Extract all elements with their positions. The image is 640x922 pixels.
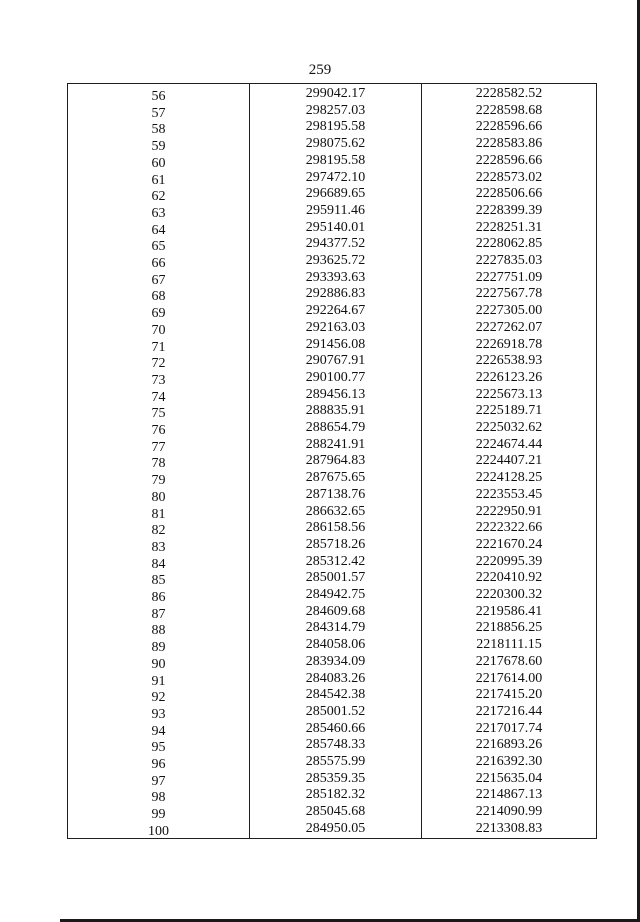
point-number-cell: 69: [151, 306, 166, 322]
point-number-cell: 88: [151, 623, 166, 639]
y-coordinate-cell: 2222950.91: [475, 503, 543, 519]
table-row: [68, 804, 596, 823]
table-row: [68, 587, 596, 605]
y-coordinate-cell: 2228596.66: [475, 119, 543, 135]
point-number-cell: 90: [151, 656, 166, 672]
table-row: [68, 570, 596, 589]
point-number-cell: 63: [151, 205, 166, 221]
y-coordinate-cell: 2216893.26: [475, 737, 543, 753]
y-coordinate-cell: 2228251.31: [475, 219, 543, 235]
x-coordinate-cell: 285359.35: [305, 770, 366, 786]
point-number-cell: 61: [151, 172, 166, 188]
point-number-cell: 97: [151, 773, 166, 789]
x-coordinate-cell: 295911.46: [306, 202, 365, 218]
x-coordinate-cell: 287138.76: [305, 486, 366, 502]
y-coordinate-cell: 2226918.78: [475, 336, 543, 352]
point-number-cell: 93: [151, 706, 166, 722]
y-coordinate-cell: 2228573.02: [475, 169, 543, 185]
y-coordinate-cell: 2228583.86: [475, 136, 543, 152]
table-row: [68, 169, 596, 188]
y-coordinate-cell: 2221670.24: [475, 536, 543, 552]
y-coordinate-cell: 2218856.25: [475, 620, 543, 636]
table-row: [68, 86, 596, 104]
table-row: [68, 202, 596, 221]
x-coordinate-cell: 298195.58: [305, 152, 366, 168]
y-coordinate-cell: 2227835.03: [475, 253, 543, 268]
y-coordinate-cell: 2223553.45: [475, 486, 543, 502]
x-coordinate-cell: 289456.13: [305, 386, 366, 402]
point-number-cell: 66: [151, 256, 166, 271]
x-coordinate-cell: 288241.91: [305, 436, 366, 452]
y-coordinate-cell: 2220995.39: [475, 553, 543, 569]
y-coordinate-cell: 2226538.93: [475, 353, 543, 369]
point-number-cell: 98: [151, 790, 166, 806]
y-coordinate-cell: 2224674.44: [475, 436, 543, 452]
x-coordinate-cell: 288835.91: [305, 403, 366, 419]
point-number-cell: 100: [148, 823, 169, 839]
point-number-cell: 73: [151, 372, 166, 388]
point-number-cell: 58: [151, 122, 166, 138]
table-row: [68, 787, 596, 806]
point-number-cell: 92: [151, 690, 166, 706]
table-row: [68, 369, 596, 388]
y-coordinate-cell: 2213308.83: [475, 820, 543, 836]
point-number-cell: 59: [151, 139, 166, 155]
x-coordinate-cell: 284542.38: [305, 687, 366, 703]
x-coordinate-cell: 284083.26: [305, 670, 366, 686]
y-coordinate-cell: 2228598.68: [475, 102, 543, 118]
table-row: [68, 336, 596, 355]
point-number-cell: 86: [151, 590, 166, 605]
y-coordinate-cell: 2217216.44: [475, 703, 543, 719]
y-coordinate-cell: 2228582.52: [475, 86, 543, 101]
point-number-cell: 57: [151, 105, 166, 121]
x-coordinate-cell: 286158.56: [305, 520, 366, 536]
table-row: [68, 353, 596, 372]
y-coordinate-cell: 2216392.30: [475, 754, 543, 769]
x-coordinate-cell: 283934.09: [305, 653, 366, 669]
page-number: 259: [308, 62, 332, 78]
table-row: [68, 219, 596, 238]
point-number-cell: 72: [151, 356, 166, 372]
table-row: [68, 119, 596, 138]
table-row: [68, 770, 596, 789]
table-row: [68, 486, 596, 505]
x-coordinate-cell: 285460.66: [305, 720, 366, 736]
table-row: [68, 820, 596, 839]
point-number-cell: 99: [151, 807, 166, 823]
x-coordinate-cell: 284058.06: [305, 637, 366, 653]
table-row: [68, 286, 596, 305]
y-coordinate-cell: 2224128.25: [475, 470, 543, 486]
y-coordinate-cell: 2225032.62: [475, 420, 543, 435]
y-coordinate-cell: 2225673.13: [475, 386, 543, 402]
point-number-cell: 70: [151, 322, 166, 338]
table-row: [68, 319, 596, 338]
point-number-cell: 81: [151, 506, 166, 522]
table-row: [68, 703, 596, 722]
point-number-cell: 80: [151, 489, 166, 505]
y-coordinate-cell: 2214867.13: [475, 787, 543, 803]
y-coordinate-cell: 2217614.00: [475, 670, 543, 686]
table-row: [68, 403, 596, 422]
table-row: [68, 536, 596, 555]
x-coordinate-cell: 292163.03: [305, 319, 366, 335]
y-coordinate-cell: 2214090.99: [475, 804, 543, 820]
point-number-cell: 74: [151, 389, 166, 405]
table-row: [68, 136, 596, 155]
point-number-cell: 96: [151, 757, 166, 772]
x-coordinate-cell: 298257.03: [305, 102, 366, 118]
table-row: [68, 436, 596, 455]
point-number-cell: 76: [151, 423, 166, 438]
table-row: [68, 503, 596, 522]
x-coordinate-cell: 285182.32: [305, 787, 366, 803]
table-row: [68, 236, 596, 255]
point-number-cell: 85: [151, 573, 166, 589]
table-row: [68, 603, 596, 622]
y-coordinate-cell: 2215635.04: [475, 770, 543, 786]
table-row: [68, 420, 596, 438]
point-number-cell: 91: [151, 673, 166, 689]
table-row: [68, 453, 596, 472]
table-row: [68, 520, 596, 539]
x-coordinate-cell: 288654.79: [305, 420, 366, 435]
table-row: [68, 303, 596, 322]
point-number-cell: 64: [151, 222, 166, 238]
x-coordinate-cell: 297472.10: [305, 169, 366, 185]
table-row: [68, 269, 596, 288]
y-coordinate-cell: 2220410.92: [475, 570, 543, 586]
y-coordinate-cell: 2225189.71: [475, 403, 543, 419]
x-coordinate-cell: 292264.67: [305, 303, 366, 319]
point-number-cell: 87: [151, 606, 166, 622]
point-number-cell: 67: [151, 272, 166, 288]
table-row: [68, 386, 596, 405]
point-number-cell: 84: [151, 556, 166, 572]
point-number-cell: 68: [151, 289, 166, 305]
x-coordinate-cell: 285312.42: [305, 553, 366, 569]
table-row: [68, 653, 596, 672]
x-coordinate-cell: 298195.58: [305, 119, 366, 135]
table-row: [68, 687, 596, 706]
table-row: [68, 754, 596, 772]
x-coordinate-cell: 285001.52: [305, 703, 366, 719]
x-coordinate-cell: 287675.65: [305, 470, 366, 486]
table-row: [68, 637, 596, 656]
table-row: [68, 553, 596, 572]
y-coordinate-cell: 2227751.09: [475, 269, 543, 285]
point-number-cell: 95: [151, 740, 166, 756]
y-coordinate-cell: 2228062.85: [475, 236, 543, 252]
y-coordinate-cell: 2227262.07: [475, 319, 543, 335]
x-coordinate-cell: 284942.75: [305, 587, 366, 602]
point-number-cell: 78: [151, 456, 166, 472]
x-coordinate-cell: 287964.83: [305, 453, 366, 469]
y-coordinate-cell: 2227305.00: [475, 303, 543, 319]
table-row: [68, 253, 596, 271]
point-number-cell: 77: [151, 439, 166, 455]
x-coordinate-cell: 299042.17: [305, 86, 366, 101]
y-coordinate-cell: 2224407.21: [475, 453, 543, 469]
x-coordinate-cell: 290100.77: [305, 369, 366, 385]
table-row: [68, 152, 596, 171]
y-coordinate-cell: 2219586.41: [475, 603, 543, 619]
point-number-cell: 65: [151, 239, 166, 255]
table-row: [68, 102, 596, 121]
point-number-cell: 94: [151, 723, 166, 739]
x-coordinate-cell: 284609.68: [305, 603, 366, 619]
x-coordinate-cell: 291456.08: [305, 336, 366, 352]
table-row: [68, 720, 596, 739]
point-number-cell: 62: [151, 189, 166, 205]
x-coordinate-cell: 285718.26: [305, 536, 366, 552]
x-coordinate-cell: 292886.83: [305, 286, 366, 302]
point-number-cell: 75: [151, 406, 166, 422]
point-number-cell: 79: [151, 473, 166, 489]
table-row: [68, 737, 596, 756]
y-coordinate-cell: 2228399.39: [475, 202, 543, 218]
point-number-cell: 89: [151, 640, 166, 656]
x-coordinate-cell: 295140.01: [305, 219, 366, 235]
x-coordinate-cell: 293393.63: [305, 269, 366, 285]
x-coordinate-cell: 285575.99: [305, 754, 366, 769]
x-coordinate-cell: 293625.72: [305, 253, 366, 268]
x-coordinate-cell: 296689.65: [305, 186, 366, 202]
x-coordinate-cell: 290767.91: [305, 353, 366, 369]
x-coordinate-cell: 286632.65: [305, 503, 366, 519]
table-row: [68, 620, 596, 639]
y-coordinate-cell: 2217017.74: [475, 720, 543, 736]
coordinates-table: [67, 83, 597, 839]
y-coordinate-cell: 2226123.26: [475, 369, 543, 385]
point-number-cell: 71: [151, 339, 166, 355]
table-row: [68, 470, 596, 489]
y-coordinate-cell: 2227567.78: [475, 286, 543, 302]
table-row: [68, 670, 596, 689]
y-coordinate-cell: 2220300.32: [475, 587, 543, 602]
x-coordinate-cell: 284314.79: [305, 620, 366, 636]
y-coordinate-cell: 2222322.66: [475, 520, 543, 536]
y-coordinate-cell: 2228596.66: [475, 152, 543, 168]
x-coordinate-cell: 285748.33: [305, 737, 366, 753]
x-coordinate-cell: 284950.05: [305, 820, 366, 836]
x-coordinate-cell: 285045.68: [305, 804, 366, 820]
y-coordinate-cell: 2218111.15: [476, 637, 542, 653]
point-number-cell: 83: [151, 539, 166, 555]
point-number-cell: 82: [151, 523, 166, 539]
x-coordinate-cell: 298075.62: [305, 136, 366, 152]
y-coordinate-cell: 2217415.20: [475, 687, 543, 703]
x-coordinate-cell: 285001.57: [305, 570, 366, 586]
point-number-cell: 60: [151, 155, 166, 171]
point-number-cell: 56: [151, 89, 166, 104]
y-coordinate-cell: 2228506.66: [475, 186, 543, 202]
y-coordinate-cell: 2217678.60: [475, 653, 543, 669]
x-coordinate-cell: 294377.52: [305, 236, 366, 252]
table-row: [68, 186, 596, 205]
